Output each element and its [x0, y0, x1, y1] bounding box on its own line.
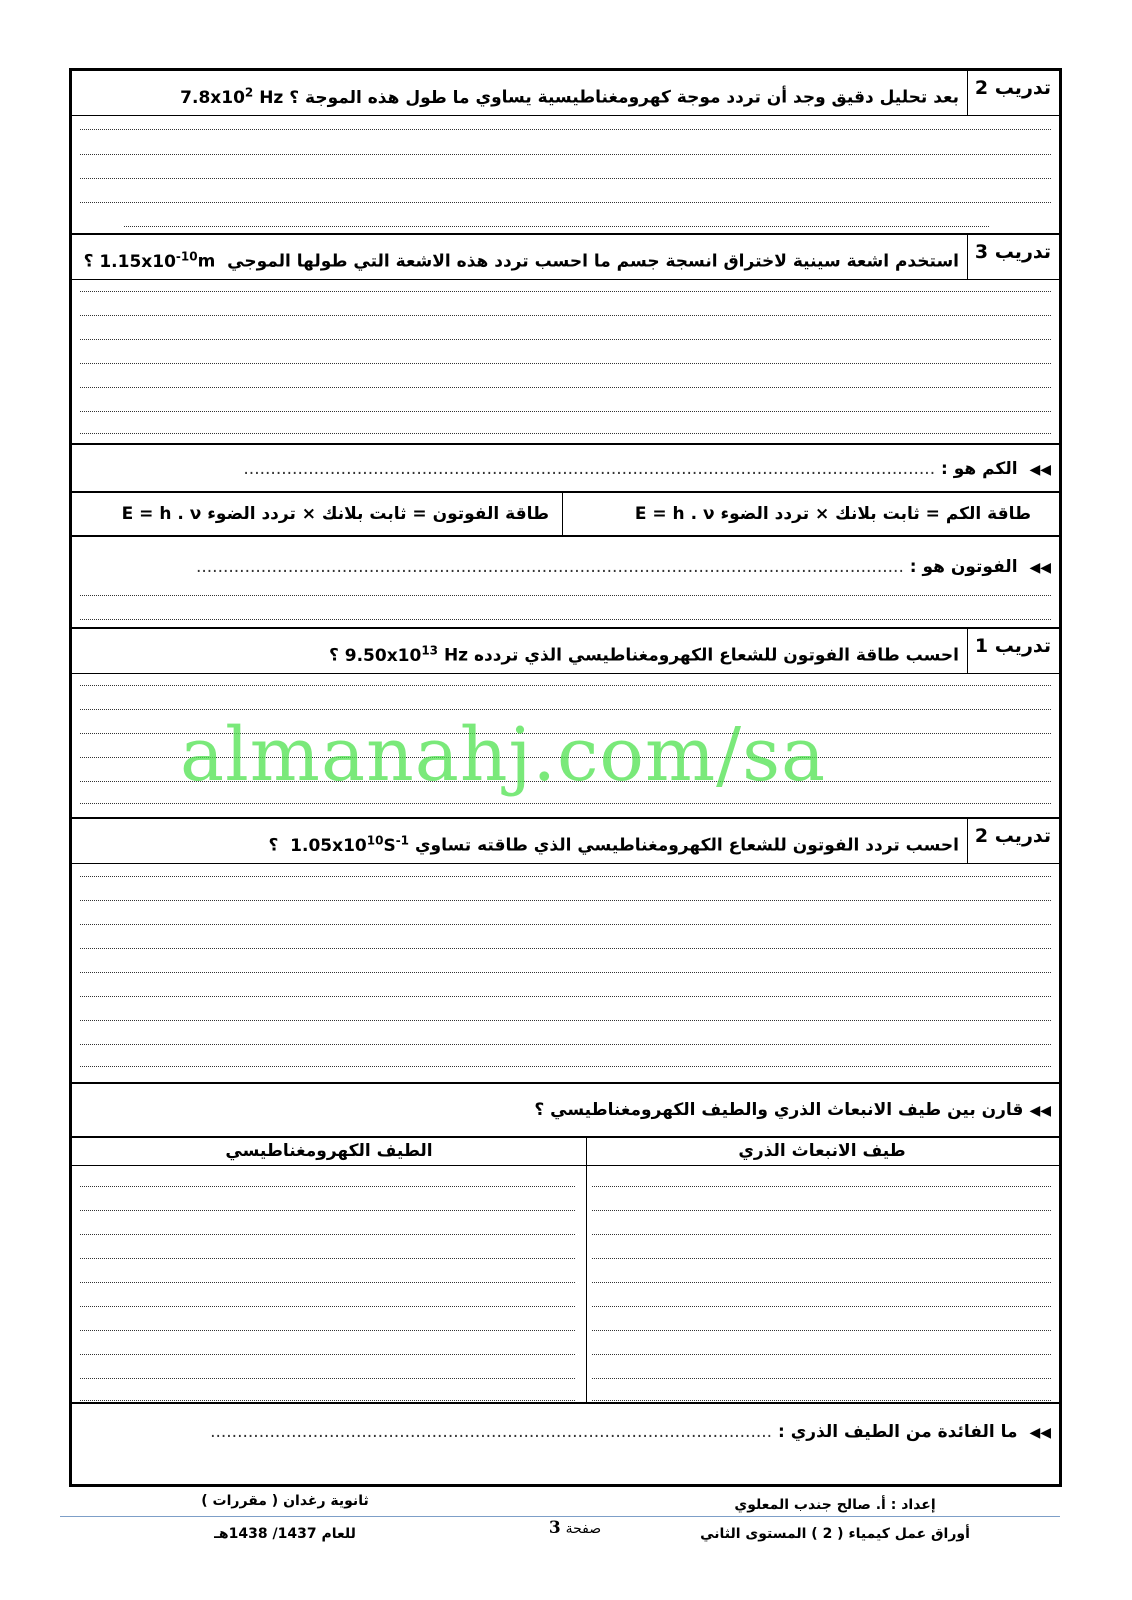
watermark: almanahj.com/sa [180, 712, 827, 798]
answer-line[interactable] [80, 948, 1051, 949]
column-divider [586, 1138, 587, 1404]
question-text: احسب طاقة الفوتون للشعاع الكهرومغناطيسي الذي تردده Hz $9.50x10^{13}$ ؟ [328, 643, 959, 666]
answer-line[interactable] [80, 996, 1051, 997]
compare-question [72, 1082, 1059, 1138]
academic-year: للعام 1437/ 1438هـ [214, 1526, 356, 1542]
answer-line[interactable] [80, 1306, 575, 1307]
answer-line[interactable] [80, 803, 1051, 804]
answer-line[interactable]: ................................................................................................................................... [195, 557, 904, 577]
double-arrow-icon: ◀◀ [1029, 1425, 1051, 1441]
answer-line[interactable] [80, 1186, 575, 1187]
compare-table [72, 1136, 1059, 1404]
answer-line[interactable] [80, 291, 1051, 292]
answer-line[interactable] [592, 1354, 1051, 1355]
answer-line[interactable] [592, 1258, 1051, 1259]
answer-line[interactable] [592, 1330, 1051, 1331]
author: إعداد : أ. صالح جندب المعلوي [734, 1497, 936, 1513]
answer-line[interactable] [124, 226, 989, 227]
header-divider [72, 1165, 1059, 1166]
answer-line[interactable] [592, 1282, 1051, 1283]
answer-line[interactable] [80, 619, 1051, 620]
question-label: تدريب 1 [967, 629, 1059, 673]
question-text: بعد تحليل دقيق وجد أن تردد موجة كهرومغناطيسية يساوي $7.8x10^2$ Hz ما طول هذه الموجة ؟ [180, 85, 959, 108]
subject: أوراق عمل كيمياء ( 2 ) المستوى الثاني [700, 1526, 970, 1542]
answer-line[interactable] [80, 1066, 1051, 1067]
answer-line[interactable] [592, 1306, 1051, 1307]
answer-line[interactable] [592, 1378, 1051, 1379]
double-arrow-icon: ◀◀ [1029, 1103, 1051, 1119]
answer-line[interactable] [80, 1400, 575, 1401]
double-arrow-icon: ◀◀ [1029, 560, 1051, 576]
double-arrow-icon: ◀◀ [1029, 462, 1051, 478]
answer-line[interactable] [80, 924, 1051, 925]
answer-line[interactable] [592, 1210, 1051, 1211]
atomic-spectrum-benefit [72, 1402, 1059, 1489]
answer-line[interactable] [80, 178, 1051, 179]
answer-line[interactable]: ................................................................................................................................ [243, 459, 936, 479]
answer-line[interactable] [80, 1234, 575, 1235]
energy-formulas [72, 491, 1059, 537]
answer-line[interactable] [592, 1186, 1051, 1187]
col-header-electromagnetic: الطيف الكهرومغناطيسي [225, 1141, 433, 1161]
question-row-photon-energy [72, 627, 1059, 674]
answer-line[interactable] [80, 339, 1051, 340]
answer-line[interactable] [80, 709, 1051, 710]
answer-line[interactable] [80, 363, 1051, 364]
question-text: احسب تردد الفوتون للشعاع الكهرومغناطيسي الذي طاقته تساوي $S^{-1}$ $1.05x10^{10}$ ؟ [268, 833, 959, 856]
answer-line[interactable] [592, 1400, 1051, 1401]
quantum-energy-formula: طاقة الكم = ثابت بلانك × تردد الضوء E = h . ν [634, 504, 1031, 524]
col-header-atomic-emission: طيف الانبعاث الذري [738, 1141, 906, 1161]
answer-line[interactable] [592, 1234, 1051, 1235]
answer-line[interactable] [80, 1330, 575, 1331]
page-number: صفحة 3 [548, 1518, 602, 1538]
answer-line[interactable] [80, 411, 1051, 412]
photon-definition [72, 535, 1059, 629]
answer-line[interactable] [80, 1044, 1051, 1045]
question-row-training-2 [72, 71, 1059, 116]
question-row-training-3 [72, 233, 1059, 280]
footer-rule [60, 1516, 1060, 1517]
question-row-photon-frequency [72, 817, 1059, 864]
answer-line[interactable] [80, 154, 1051, 155]
photon-title: الفوتون هو : [909, 557, 1018, 577]
photon-energy-formula: طاقة الفوتون = ثابت بلانك × تردد الضوء E = h . ν [121, 504, 549, 524]
answer-line[interactable] [80, 1354, 575, 1355]
answer-line[interactable] [80, 1210, 575, 1211]
answer-line[interactable] [80, 315, 1051, 316]
question-label: تدريب 2 [967, 71, 1059, 115]
answer-line[interactable]: ........................................................................................................ [210, 1422, 773, 1442]
answer-line[interactable] [80, 1282, 575, 1283]
answer-line[interactable] [80, 129, 1051, 130]
answer-line[interactable] [80, 202, 1051, 203]
answer-line[interactable] [80, 1378, 575, 1379]
answer-line[interactable] [80, 1258, 575, 1259]
question-label: تدريب 2 [967, 819, 1059, 863]
divider [562, 493, 563, 537]
question-label: تدريب 3 [967, 235, 1059, 279]
answer-line[interactable] [80, 1020, 1051, 1021]
answer-line[interactable] [80, 595, 1051, 596]
answer-line[interactable] [80, 685, 1051, 686]
question-text: استخدم اشعة سينية لاختراق انسجة جسم ما احسب تردد هذه الاشعة التي طولها الموجي m $1.15x10^{-10}$ ؟ [83, 249, 959, 272]
benefit-title: ما الفائدة من الطيف الذري : [777, 1422, 1018, 1442]
quantum-definition [72, 443, 1059, 493]
answer-line[interactable] [80, 387, 1051, 388]
answer-line[interactable] [80, 900, 1051, 901]
answer-line[interactable] [80, 433, 1051, 434]
compare-title: قارن بين طيف الانبعاث الذري والطيف الكهرومغناطيسي ؟ [534, 1100, 1024, 1120]
answer-line[interactable] [80, 876, 1051, 877]
school-name: ثانوية رغدان ( مقررات ) [201, 1493, 369, 1509]
quantum-title: الكم هو : [941, 459, 1018, 479]
answer-line[interactable] [80, 972, 1051, 973]
